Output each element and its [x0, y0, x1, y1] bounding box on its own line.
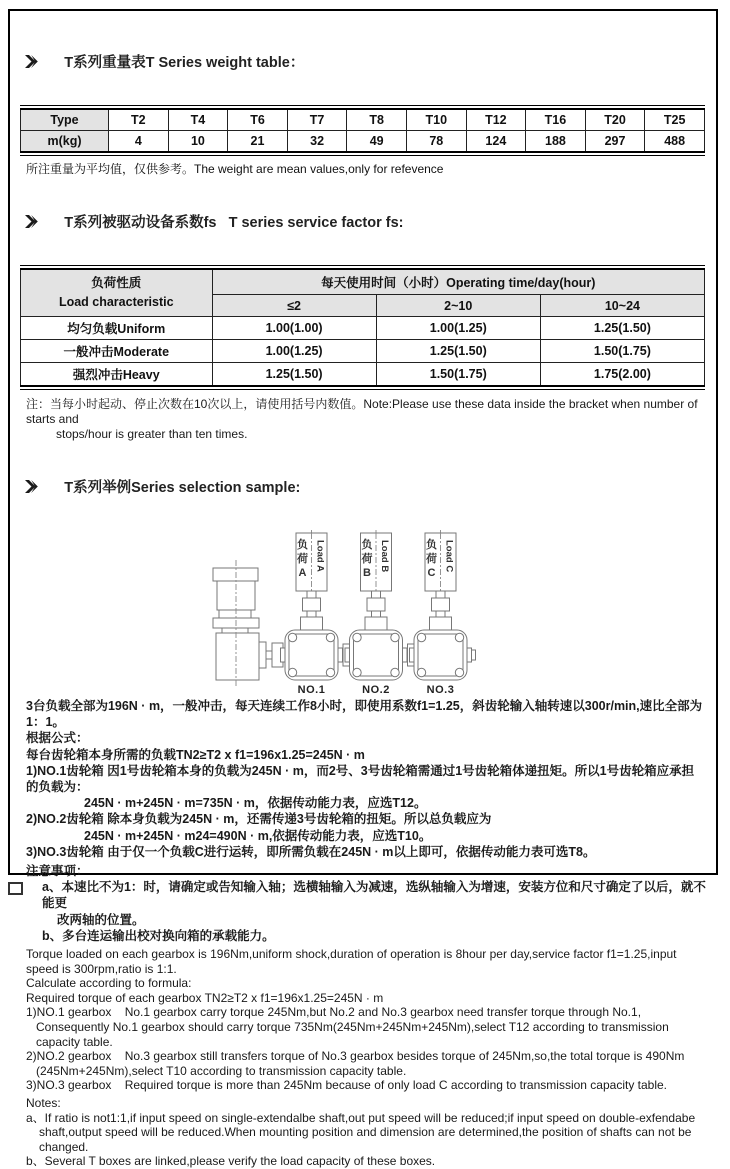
- en-note-line: shaft,output speed will be reduced.When mounting position and dimension are determined,the position of shafts can not be: [39, 1125, 692, 1140]
- en-calc-line: Consequently No.1 gearbox should carry torque 735Nm(245Nm+245Nm+245Nm),select T12 according to transmission: [36, 1020, 669, 1035]
- bolt: [326, 633, 334, 641]
- weight-note: 所注重量为平均值，仅供参考。The weight are mean values,only for refevence: [26, 162, 444, 176]
- service-header-row-1: [21, 269, 705, 295]
- load-label-cn: 负荷 C: [426, 539, 437, 579]
- bolt: [391, 668, 399, 676]
- en-calc-line: capacity table.: [36, 1034, 113, 1049]
- weight-table-type-row: [21, 109, 705, 131]
- mass-cell: 188: [526, 131, 586, 153]
- gearbox-label: NO.2: [362, 684, 390, 696]
- service-factor-title-text: T系列被驱动设备系数fs T series service factor fs:: [64, 215, 404, 231]
- mass-cell: 78: [406, 131, 466, 153]
- en-calculation-block: [26, 947, 706, 1093]
- mass-cell: 10: [168, 131, 228, 153]
- bolt: [288, 633, 296, 641]
- weight-table-title: [25, 23, 706, 100]
- bolt: [417, 633, 425, 641]
- load-characteristic-en: Load characteristic: [58, 295, 174, 309]
- factor-cell: 1.00(1.25): [212, 340, 376, 363]
- bolt: [353, 633, 361, 641]
- en-calc-line: Torque loaded on each gearbox is 196Nm,uniform shock,duration of operation is 8hour per day,service factor f1=1.25,input: [26, 947, 677, 962]
- en-calc-line: 2)NO.2 gearbox No.3 gearbox still transfers torque of No.3 gearbox besides torque of 245Nm,so,the total torque is 490Nm: [26, 1049, 685, 1064]
- bracket-note-line: 注：当每小时起动、停止次数在10次以上，请使用括号内数值。Note:Please use these data inside the bracket when number of starts and: [26, 397, 701, 426]
- bolt: [326, 668, 334, 676]
- type-cell: T8: [347, 109, 407, 131]
- weight-table-wrapper: [20, 105, 705, 156]
- load-label-en: Load B: [379, 540, 390, 573]
- coupling: [303, 598, 321, 611]
- type-cell: T16: [526, 109, 586, 131]
- attention-line: 改两轴的位置。: [57, 912, 145, 927]
- weight-table: [20, 108, 705, 153]
- en-note-line: Notes:: [26, 1095, 61, 1110]
- en-calc-line: 3)NO.3 gearbox Required torque is more than 245Nm because of only load C according to transmission capacity table.: [26, 1078, 668, 1093]
- type-cell: T4: [168, 109, 228, 131]
- operating-time-header: 每天使用时间（小时）Operating time/day(hour): [212, 269, 704, 295]
- bolt: [391, 633, 399, 641]
- en-calc-line: 1)NO.1 gearbox No.1 gearbox carry torque 245Nm,but No.2 and No.3 gearbox need transfer torque through No.1,: [26, 1005, 642, 1020]
- bolt: [353, 668, 361, 676]
- attention-block: [26, 863, 706, 944]
- bracket-note-line: stops/hour is greater than ten times.: [56, 427, 248, 441]
- cn-calculation-block: [26, 698, 706, 860]
- bolt: [455, 633, 463, 641]
- service-row-heavy: [21, 363, 705, 387]
- en-notes-block: [26, 1096, 706, 1169]
- load-label-cn: 负荷 A: [297, 539, 308, 579]
- factor-cell: 1.50(1.75): [376, 363, 540, 387]
- factor-cell: 1.50(1.75): [540, 340, 704, 363]
- cn-calc-line: 3台负载全部为196N · m，一般冲击，每天连续工作8小时，即使用系数f1=1.25，斜齿轮输入轴转速以300r/min,速比全部为1：1。: [26, 699, 703, 730]
- service-row-moderate: [21, 340, 705, 363]
- cn-calc-line: 每台齿轮箱本身所需的负载TN2≥T2 x f1=196x1.25=245N · m: [26, 747, 365, 762]
- bolt: [455, 668, 463, 676]
- mass-cell: 49: [347, 131, 407, 153]
- mass-cell: 124: [466, 131, 526, 153]
- time-col-header: 10~24: [540, 295, 704, 317]
- row-label: 一般冲击Moderate: [21, 340, 213, 363]
- gearbox-label: NO.1: [297, 684, 326, 696]
- weight-corner-type: Type: [21, 109, 109, 131]
- load-label-cn: 负荷 B: [361, 539, 373, 579]
- row-label: 均匀负载Uniform: [21, 317, 213, 340]
- attention-line: b、多台连运输出校对换向箱的承载能力。: [42, 928, 275, 943]
- service-factor-table: [20, 268, 705, 387]
- en-note-line: b、Several T boxes are linked,please verify the load capacity of these boxes.: [26, 1154, 436, 1169]
- weight-corner-mass: m(kg): [21, 131, 109, 153]
- coupling: [432, 598, 450, 611]
- factor-cell: 1.00(1.25): [376, 317, 540, 340]
- factor-cell: 1.25(1.50): [212, 363, 376, 387]
- mass-cell: 32: [287, 131, 347, 153]
- type-cell: T10: [406, 109, 466, 131]
- double-arrow-icon: [25, 448, 57, 525]
- load-characteristic-header: [21, 269, 213, 317]
- motor: [213, 560, 283, 687]
- en-calc-line: speed is 300rpm,ratio is 1:1.: [26, 961, 177, 976]
- selection-sample-diagram: [19, 530, 706, 698]
- load-characteristic-cn: 负荷性质: [91, 275, 142, 290]
- bracket-note: [26, 397, 706, 442]
- weight-table-title-text: T系列重量表T Series weight table：: [64, 55, 305, 71]
- gearbox-unit-2: [345, 530, 407, 696]
- mass-cell: 4: [109, 131, 169, 153]
- cn-calc-line: 245N · m+245N · m=735N · m，依据传动能力表，应选T12。: [84, 796, 427, 811]
- en-calc-line: Calculate according to formula:: [26, 976, 192, 991]
- coupling: [367, 598, 385, 611]
- service-factor-title: [25, 183, 706, 260]
- en-note-line: changed.: [39, 1139, 89, 1154]
- cn-calc-line: 3)NO.3齿轮箱 由于仅一个负载C进行运转，即所需负载在245N · m以上即可，依据传动能力表可选T8。: [26, 844, 596, 859]
- mass-cell: 488: [645, 131, 705, 153]
- type-cell: T2: [109, 109, 169, 131]
- page-corner-box: [8, 882, 23, 895]
- cn-calc-line: 245N · m+245N · m24=490N · m,依据传动能力表，应选T10。: [84, 828, 432, 843]
- factor-cell: 1.00(1.00): [212, 317, 376, 340]
- factor-cell: 1.25(1.50): [540, 317, 704, 340]
- cn-calc-line: 2)NO.2齿轮箱 除本身负载为245N · m，还需传递3号齿轮箱的扭矩。所以总负载应为: [26, 812, 492, 827]
- double-arrow-icon: [25, 23, 57, 100]
- type-cell: T20: [585, 109, 645, 131]
- bolt: [288, 668, 296, 676]
- factor-cell: 1.25(1.50): [376, 340, 540, 363]
- gearbox-unit-1: [281, 530, 343, 696]
- type-cell: T12: [466, 109, 526, 131]
- type-cell: T7: [287, 109, 347, 131]
- en-note-line: a、If ratio is not1:1,if input speed on single-extendalbe shaft,out put speed will be reduced;if input speed on double-exfendabe: [26, 1110, 696, 1125]
- mass-cell: 297: [585, 131, 645, 153]
- cn-calc-line: 1)NO.1齿轮箱 因1号齿轮箱本身的负载为245N · m，而2号、3号齿轮箱需通过1号齿轮箱体递扭矩。所以1号齿轮箱应承担的负载为：: [26, 763, 695, 795]
- gearbox-label: NO.3: [426, 684, 455, 696]
- en-calc-line: (245Nm+245Nm),select T10 according to transmission capacity table.: [36, 1063, 407, 1078]
- service-table-wrapper: [20, 265, 705, 390]
- attention-line: a、本速比不为1：时，请确定或告知输入轴；选横轴输入为减速，选纵轴输入为增速，安装方位和尺寸确定了以后，就不能更: [42, 880, 706, 911]
- time-col-header: 2~10: [376, 295, 540, 317]
- attention-line: 注意事项：: [26, 864, 89, 879]
- en-calc-line: Required torque of each gearbox TN2≥T2 x f1=196x1.25=245N · m: [26, 990, 384, 1005]
- bolt: [417, 668, 425, 676]
- selection-sample-title: [25, 448, 706, 525]
- weight-table-mass-row: [21, 131, 705, 153]
- page-frame: [8, 9, 718, 1169]
- factor-cell: 1.75(2.00): [540, 363, 704, 387]
- type-cell: T25: [645, 109, 705, 131]
- load-label-en: Load A: [314, 540, 326, 572]
- double-arrow-icon: [25, 183, 57, 260]
- type-cell: T6: [228, 109, 288, 131]
- load-label-en: Load C: [443, 540, 455, 573]
- service-row-uniform: [21, 317, 705, 340]
- cn-calc-line: 根据公式：: [26, 731, 89, 746]
- gear-train-diagram: [198, 530, 478, 698]
- time-col-header: ≤2: [212, 295, 376, 317]
- mass-cell: 21: [228, 131, 288, 153]
- gearbox-unit-3: [410, 530, 476, 696]
- row-label: 强烈冲击Heavy: [21, 363, 213, 387]
- selection-sample-title-text: T系列举例Series selection sample:: [64, 480, 301, 496]
